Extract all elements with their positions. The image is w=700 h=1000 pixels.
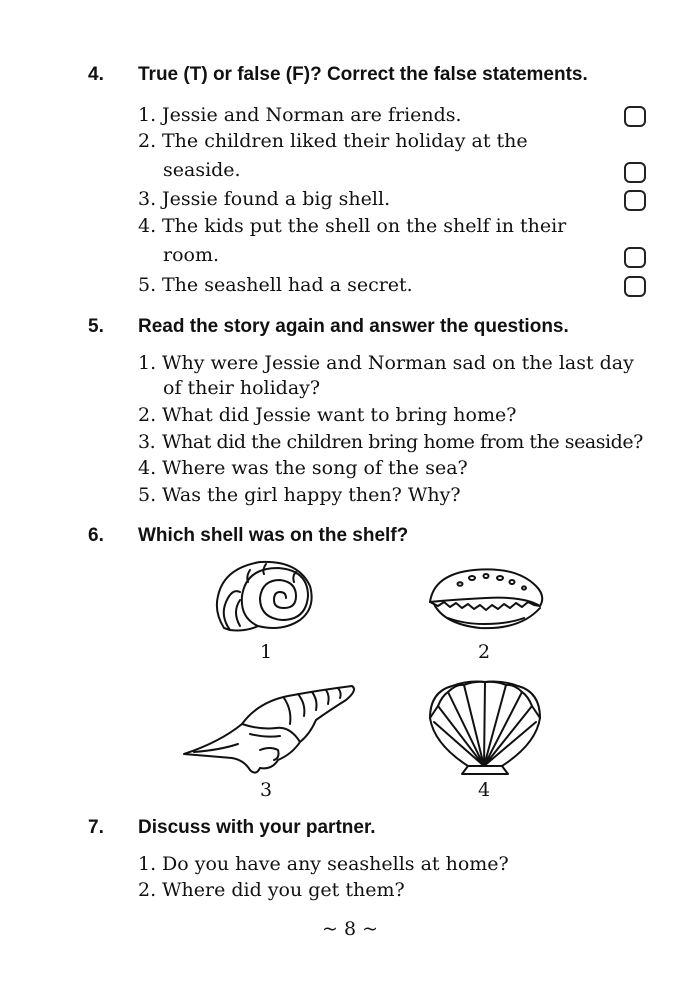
item-text: Where did you get them? [162,879,405,901]
question-3 [138,428,650,456]
item-text: Was the girl happy then? Why? [162,484,461,506]
exercise-number: 4. [88,64,104,85]
exercise-title: Discuss with your partner. [138,817,376,838]
item-text: Jessie found a big shell. [162,188,391,210]
shell-label-4: 4 [477,779,491,801]
question-5 [138,481,650,509]
item-number: 5. [138,484,157,506]
item-text: The seashell had a secret. [162,274,413,296]
discussion-question-2 [138,876,650,904]
statement-5 [138,271,650,299]
item-text: The kids put the shell on the shelf in their [162,215,567,237]
exercise-title: True (T) or false (F)? Correct the false statements. [138,64,588,85]
exercise-title: Read the story again and answer the questions. [138,316,569,337]
item-number: 2. [138,879,157,901]
item-text: Where was the song of the sea? [162,457,468,479]
question-1-continued: of their holiday? [163,377,321,399]
answer-checkbox-3[interactable] [624,190,646,211]
answer-checkbox-2[interactable] [624,162,646,183]
question-4 [138,454,650,482]
discussion-question-1 [138,850,650,878]
cowrie-shell-icon [424,562,548,636]
item-number: 3. [138,431,156,453]
question-2 [138,401,650,429]
item-text: What did Jessie want to bring home? [162,404,517,426]
statement-3 [138,185,650,213]
conch-shell-icon [180,680,364,778]
exercise-number: 6. [88,525,104,546]
exercise-4-heading [88,62,668,88]
item-number: 2. [138,130,157,152]
answer-checkbox-5[interactable] [624,276,646,297]
item-number: 3. [138,188,157,210]
answer-checkbox-1[interactable] [624,106,646,127]
item-number: 1. [138,352,157,374]
item-number: 4. [138,215,157,237]
question-1 [138,349,650,377]
snail-shell-icon [210,556,322,638]
statement-1 [138,101,650,129]
item-text: What did the children bring home from the seaside? [162,431,643,453]
exercise-title: Which shell was on the shelf? [138,525,409,546]
scallop-shell-icon [424,678,546,778]
answer-checkbox-4[interactable] [624,247,646,268]
item-number: 5. [138,274,157,296]
page-number: ~ 8 ~ [321,918,378,940]
item-text: Do you have any seashells at home? [162,853,509,875]
exercise-6-heading [88,523,668,549]
shell-label-1: 1 [259,641,273,663]
exercise-5-heading [88,314,668,340]
item-number: 1. [138,104,157,126]
exercise-number: 5. [88,316,104,337]
item-text: The children liked their holiday at the [162,130,528,152]
shell-label-2: 2 [477,641,491,663]
statement-2 [138,127,650,155]
item-number: 4. [138,457,157,479]
item-text: Jessie and Norman are friends. [162,104,462,126]
statement-2-continued: seaside. [163,159,241,181]
exercise-number: 7. [88,817,104,838]
item-number: 2. [138,404,157,426]
statement-4 [138,212,650,240]
statement-4-continued: room. [163,244,220,266]
item-text: Why were Jessie and Norman sad on the last day [162,352,634,374]
item-number: 1. [138,853,157,875]
shell-label-3: 3 [259,779,273,801]
exercise-7-heading [88,815,668,841]
